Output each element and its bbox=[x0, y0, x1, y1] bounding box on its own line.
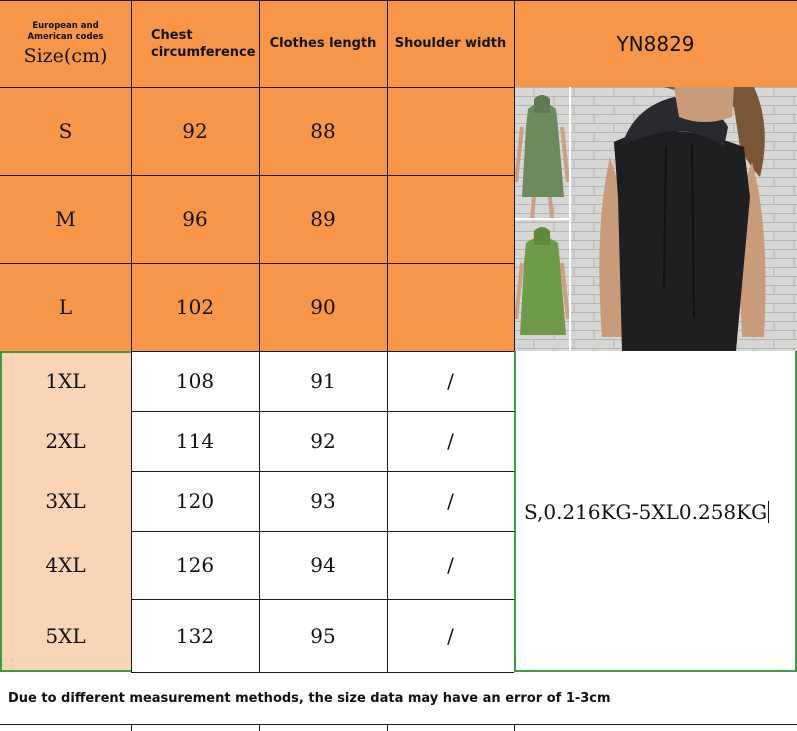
header-chest-cell bbox=[131, 0, 259, 87]
size-cell: M bbox=[0, 175, 131, 263]
product-photo bbox=[514, 87, 797, 351]
grid-line bbox=[131, 531, 514, 532]
grid-line bbox=[0, 175, 514, 176]
codes-label bbox=[28, 21, 104, 43]
text-cursor bbox=[768, 501, 769, 523]
grid-line bbox=[131, 411, 514, 412]
chest-cell: 132 bbox=[131, 599, 259, 672]
size-cell: 2XL bbox=[0, 411, 131, 471]
codes-line1: European and bbox=[32, 20, 99, 31]
grid-line bbox=[131, 351, 514, 352]
header-shoulder-cell: Shoulder width bbox=[387, 0, 514, 87]
chest-cell: 120 bbox=[131, 471, 259, 531]
grid-line bbox=[0, 263, 514, 264]
chest-cell: 126 bbox=[131, 531, 259, 599]
product-photo-graphic bbox=[514, 87, 797, 351]
grid-line bbox=[131, 0, 132, 672]
grid-line bbox=[514, 724, 515, 731]
length-cell: 95 bbox=[259, 599, 387, 672]
chest-cell: 102 bbox=[131, 263, 259, 351]
shoulder-cell: / bbox=[387, 531, 514, 599]
grid-line bbox=[259, 724, 260, 731]
grid-line bbox=[131, 724, 132, 731]
selection-border bbox=[0, 670, 131, 672]
chest-cell: 96 bbox=[131, 175, 259, 263]
length-cell: 92 bbox=[259, 411, 387, 471]
measurement-note: Due to different measurement methods, the size data may have an error of 1-3cm bbox=[0, 672, 797, 724]
chest-cell: 114 bbox=[131, 411, 259, 471]
header-size-cell bbox=[0, 0, 131, 87]
chest-cell: 92 bbox=[131, 87, 259, 175]
size-cell: 1XL bbox=[0, 351, 131, 411]
shoulder-cell bbox=[387, 175, 514, 263]
shoulder-cell: / bbox=[387, 411, 514, 471]
chest-line2: circumference bbox=[151, 44, 256, 60]
size-cell: 4XL bbox=[0, 531, 131, 599]
codes-line2: American codes bbox=[27, 31, 104, 42]
shoulder-cell: / bbox=[387, 351, 514, 411]
weight-text: S,0.216KG-5XL0.258KG bbox=[524, 499, 768, 524]
selection-border bbox=[514, 351, 516, 672]
shoulder-cell bbox=[387, 263, 514, 351]
grid-line bbox=[131, 471, 514, 472]
size-cell: 3XL bbox=[0, 471, 131, 531]
shoulder-cell: / bbox=[387, 599, 514, 672]
grid-line bbox=[259, 0, 260, 672]
shoulder-cell: / bbox=[387, 471, 514, 531]
selection-border bbox=[0, 351, 2, 672]
length-cell: 90 bbox=[259, 263, 387, 351]
grid-line bbox=[131, 599, 514, 600]
size-cm-label: Size(cm) bbox=[23, 44, 108, 67]
size-cell: 5XL bbox=[0, 599, 131, 672]
grid-line bbox=[0, 87, 514, 88]
length-cell: 91 bbox=[259, 351, 387, 411]
length-cell: 89 bbox=[259, 175, 387, 263]
grid-line bbox=[514, 0, 515, 351]
header-model-cell: YN8829 bbox=[514, 0, 797, 87]
length-cell: 93 bbox=[259, 471, 387, 531]
chest-line1: Chest bbox=[151, 27, 193, 43]
chest-cell: 108 bbox=[131, 351, 259, 411]
grid-line bbox=[0, 724, 797, 725]
selection-border bbox=[514, 670, 797, 672]
size-cell: S bbox=[0, 87, 131, 175]
grid-line bbox=[387, 724, 388, 731]
shoulder-cell bbox=[387, 87, 514, 175]
selection-border bbox=[0, 351, 131, 353]
length-cell: 88 bbox=[259, 87, 387, 175]
weight-cell bbox=[514, 351, 797, 672]
header-length-cell: Clothes length bbox=[259, 0, 387, 87]
size-cell: L bbox=[0, 263, 131, 351]
grid-line bbox=[0, 0, 797, 1]
grid-line bbox=[387, 0, 388, 672]
grid-line bbox=[131, 672, 514, 673]
length-cell: 94 bbox=[259, 531, 387, 599]
